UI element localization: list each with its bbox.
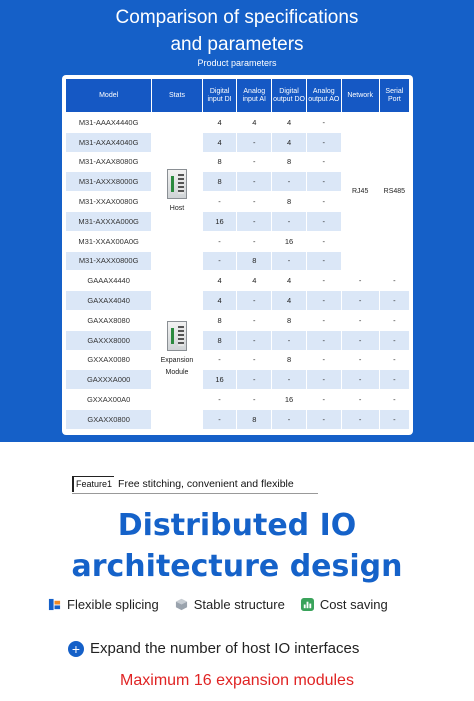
cell-ai: 8	[237, 251, 272, 271]
benefits-row	[48, 597, 438, 612]
host-device-image	[167, 169, 187, 199]
cell-do: -	[272, 370, 307, 390]
cell-serial: -	[379, 310, 409, 330]
expand-line	[68, 640, 359, 657]
cell-di: -	[202, 390, 237, 410]
benefit-label: Flexible splicing	[67, 597, 159, 612]
benefit-label: Cost saving	[319, 597, 388, 612]
cell-di: 8	[202, 310, 237, 330]
cell-di: 8	[202, 330, 237, 350]
cell-model: M31-AAAX4440G	[66, 113, 152, 133]
cell-do: -	[272, 211, 307, 231]
cell-serial: -	[379, 390, 409, 410]
cell-ai: -	[237, 231, 272, 251]
cell-di: -	[202, 409, 237, 429]
cell-do: 8	[272, 310, 307, 330]
cell-model: GAXXX8000	[66, 330, 152, 350]
cell-ai: -	[237, 310, 272, 330]
cell-serial: -	[379, 350, 409, 370]
cell-model: M31-XXAX0080G	[66, 192, 152, 212]
cell-ai: 8	[237, 409, 272, 429]
cell-model: M31-AXXX8000G	[66, 172, 152, 192]
cell-model: GXXAX00A0	[66, 390, 152, 410]
subtitle: Product parameters	[197, 58, 277, 68]
cell-ao: -	[306, 409, 341, 429]
host-label: Host	[169, 204, 185, 212]
cell-model: M31-XAXX0800G	[66, 251, 152, 271]
benefit-cost	[301, 597, 388, 612]
cell-ao: -	[306, 390, 341, 410]
cell-do: 8	[272, 350, 307, 370]
cell-ao: -	[306, 251, 341, 271]
puzzle-icon	[48, 598, 61, 611]
cell-ai: -	[237, 350, 272, 370]
cell-ao: -	[306, 271, 341, 291]
cell-ao: -	[306, 231, 341, 251]
expansion-label: Expansion Module	[160, 357, 194, 377]
cell-ai: -	[237, 390, 272, 410]
cell-model: GAXAX4040	[66, 291, 152, 311]
cell-serial: -	[379, 370, 409, 390]
col-network: Network	[341, 79, 379, 113]
cell-ao: -	[306, 152, 341, 172]
cell-network: -	[341, 330, 379, 350]
cell-ao: -	[306, 192, 341, 212]
table-row	[66, 370, 410, 390]
cell-do: 4	[272, 271, 307, 291]
cell-do: -	[272, 251, 307, 271]
cell-di: 16	[202, 211, 237, 231]
cell-ao: -	[306, 330, 341, 350]
col-model: Model	[66, 79, 152, 113]
cell-model: M31-XXAX00A0G	[66, 231, 152, 251]
col-ao: Analog output AO	[306, 79, 341, 113]
cell-ai: 4	[237, 113, 272, 133]
cell-model: M31-AXAX4040G	[66, 132, 152, 152]
cell-serial-host: RS485	[379, 113, 409, 271]
chart-icon	[301, 598, 314, 611]
col-do: Digital output DO	[272, 79, 307, 113]
cell-do: -	[272, 409, 307, 429]
host-group	[152, 113, 202, 271]
table-row	[66, 271, 410, 291]
cell-do: 4	[272, 291, 307, 311]
table-row	[66, 113, 410, 133]
feature-tag: Feature1	[72, 476, 114, 492]
cell-do: 8	[272, 192, 307, 212]
max-modules-text: Maximum 16 expansion modules	[120, 672, 354, 689]
cell-di: -	[202, 350, 237, 370]
benefit-stable	[175, 597, 285, 612]
cell-do: 4	[272, 132, 307, 152]
cell-serial: -	[379, 330, 409, 350]
cell-ao: -	[306, 113, 341, 133]
cell-di: -	[202, 192, 237, 212]
expansion-device-image	[167, 321, 187, 351]
cell-ai: -	[237, 152, 272, 172]
cell-network: -	[341, 409, 379, 429]
col-stats: Stats	[152, 79, 202, 113]
cell-network: -	[341, 390, 379, 410]
cell-serial: -	[379, 409, 409, 429]
feature-underline	[72, 493, 318, 494]
cell-model: GAAAX4440	[66, 271, 152, 291]
cell-do: 16	[272, 231, 307, 251]
cell-model: GXXAX0080	[66, 350, 152, 370]
cell-do: 4	[272, 113, 307, 133]
cell-ai: -	[237, 211, 272, 231]
table-row	[66, 390, 410, 410]
cell-serial: -	[379, 271, 409, 291]
cell-network: -	[341, 370, 379, 390]
cube-icon	[175, 598, 188, 611]
feature-text: Free stitching, convenient and flexible	[118, 478, 294, 490]
cell-di: 8	[202, 172, 237, 192]
plus-icon: +	[68, 641, 84, 657]
cell-serial: -	[379, 291, 409, 311]
cell-ai: -	[237, 172, 272, 192]
cell-di: -	[202, 231, 237, 251]
headline-line-1: Distributed IO	[117, 508, 357, 543]
col-di: Digital input DI	[202, 79, 237, 113]
cell-do: 16	[272, 390, 307, 410]
cell-do: -	[272, 330, 307, 350]
feature-heading	[72, 475, 294, 493]
benefit-flexible	[48, 597, 159, 612]
cell-ao: -	[306, 370, 341, 390]
page-title	[0, 4, 474, 58]
cell-di: 8	[202, 152, 237, 172]
cell-network: -	[341, 291, 379, 311]
table-row	[66, 409, 410, 429]
cell-di: 4	[202, 271, 237, 291]
cell-network: -	[341, 350, 379, 370]
cell-ai: -	[237, 132, 272, 152]
table-header-row	[66, 79, 410, 113]
benefit-label: Stable structure	[193, 597, 285, 612]
cell-ai: -	[237, 330, 272, 350]
cell-ao: -	[306, 350, 341, 370]
col-serial: Serial Port	[379, 79, 409, 113]
cell-ai: -	[237, 291, 272, 311]
cell-ai: -	[237, 370, 272, 390]
cell-di: 16	[202, 370, 237, 390]
cell-ao: -	[306, 132, 341, 152]
cell-ao: -	[306, 211, 341, 231]
cell-model: GAXXXA000	[66, 370, 152, 390]
spec-table-card	[62, 75, 413, 435]
cell-ai: 4	[237, 271, 272, 291]
cell-di: 4	[202, 113, 237, 133]
table-row	[66, 310, 410, 330]
cell-model: M31-AXAX8080G	[66, 152, 152, 172]
cell-do: 8	[272, 152, 307, 172]
cell-network: -	[341, 271, 379, 291]
expand-text: Expand the number of host IO interfaces	[90, 640, 360, 657]
expansion-group	[152, 271, 202, 429]
cell-ao: -	[306, 310, 341, 330]
cell-model: M31-AXXXA000G	[66, 211, 152, 231]
table-row	[66, 350, 410, 370]
cell-model: GXAXX0800	[66, 409, 152, 429]
cell-di: -	[202, 251, 237, 271]
cell-network-host: RJ45	[341, 113, 379, 271]
headline-line-2: architecture design	[71, 549, 403, 584]
cell-ao: -	[306, 172, 341, 192]
title-line-1: Comparison of specifications	[115, 7, 359, 28]
table-row	[66, 291, 410, 311]
cell-do: -	[272, 172, 307, 192]
cell-network: -	[341, 310, 379, 330]
cell-ai: -	[237, 192, 272, 212]
col-ai: Analog input AI	[237, 79, 272, 113]
cell-di: 4	[202, 291, 237, 311]
spec-table	[65, 78, 410, 430]
table-row	[66, 330, 410, 350]
cell-ao: -	[306, 291, 341, 311]
cell-di: 4	[202, 132, 237, 152]
cell-model: GAXAX8080	[66, 310, 152, 330]
title-line-2: and parameters	[170, 34, 304, 55]
